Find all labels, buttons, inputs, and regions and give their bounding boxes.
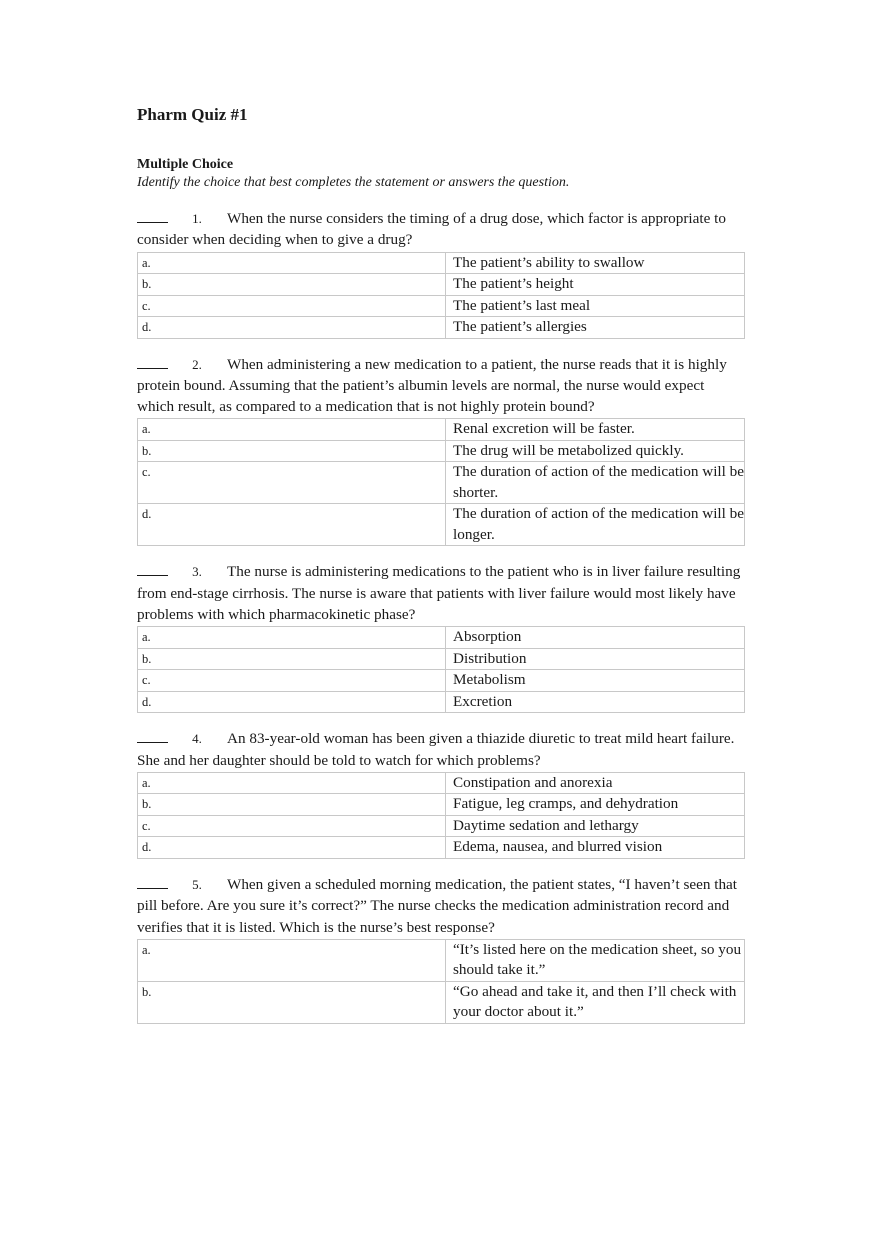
answer-blank[interactable] — [137, 561, 168, 576]
choice-text: Renal excretion will be faster. — [446, 419, 745, 441]
choice-row — [138, 252, 745, 274]
question-text: When given a scheduled morning medication, the patient states, “I haven’t seen that pill before. Are you sure it’s correct?” The nurse checks the medication administration record and verifies that it is listed. Which is the nurse’s best response? — [137, 875, 738, 936]
choice-row — [138, 939, 745, 981]
choice-text: The patient’s ability to swallow — [446, 252, 745, 274]
question-number: 3. — [192, 564, 202, 580]
question-3 — [137, 561, 745, 713]
choice-row — [138, 295, 745, 317]
answer-blank[interactable] — [137, 728, 168, 743]
choice-text: Constipation and anorexia — [446, 772, 745, 794]
choice-letter: b. — [138, 274, 446, 296]
page-title: Pharm Quiz #1 — [137, 105, 248, 124]
choice-text: Metabolism — [446, 670, 745, 692]
section-heading: Multiple Choice — [137, 157, 234, 172]
choice-letter: a. — [138, 252, 446, 274]
choice-row — [138, 837, 745, 859]
answer-blank[interactable] — [137, 354, 168, 369]
choice-letter: d. — [138, 317, 446, 339]
choice-row — [138, 981, 745, 1023]
choice-text: Fatigue, leg cramps, and dehydration — [446, 794, 745, 816]
choice-letter: d. — [138, 691, 446, 713]
choice-row — [138, 462, 745, 504]
choice-row — [138, 274, 745, 296]
choice-text: The patient’s allergies — [446, 317, 745, 339]
choice-letter: a. — [138, 419, 446, 441]
question-5 — [137, 874, 745, 1024]
choices-table — [137, 252, 745, 339]
question-list — [137, 208, 745, 1024]
choices-table — [137, 772, 745, 859]
choice-letter: a. — [138, 772, 446, 794]
question-number: 5. — [192, 876, 202, 892]
choice-text: “It’s listed here on the medication sheet, so you should take it.” — [446, 939, 745, 981]
choice-text: The drug will be metabolized quickly. — [446, 440, 745, 462]
choice-row — [138, 670, 745, 692]
section-header — [137, 156, 745, 192]
choices-table — [137, 418, 745, 546]
choice-row — [138, 419, 745, 441]
question-stem — [137, 208, 745, 251]
quiz-page — [137, 104, 745, 1024]
choice-letter: d. — [138, 504, 446, 546]
choice-letter: b. — [138, 981, 446, 1023]
choices-table — [137, 939, 745, 1024]
question-4 — [137, 728, 745, 859]
choice-row — [138, 691, 745, 713]
answer-blank[interactable] — [137, 874, 168, 889]
choices-table — [137, 626, 745, 713]
choice-letter: a. — [138, 939, 446, 981]
choice-row — [138, 627, 745, 649]
choice-letter: b. — [138, 794, 446, 816]
choice-row — [138, 440, 745, 462]
choice-text: The patient’s last meal — [446, 295, 745, 317]
choice-text: The patient’s height — [446, 274, 745, 296]
question-stem — [137, 728, 745, 771]
choice-text: The duration of action of the medication will be longer. — [446, 504, 745, 546]
choice-letter: c. — [138, 462, 446, 504]
section-instructions: Identify the choice that best completes the statement or answers the question. — [137, 175, 570, 190]
choice-row — [138, 648, 745, 670]
choice-row — [138, 504, 745, 546]
question-text: The nurse is administering medications to the patient who is in liver failure resulting from end-stage cirrhosis. The nurse is aware that patients with liver failure would most likely have problems with which pharmacokinetic phase? — [137, 563, 741, 624]
question-number: 1. — [192, 211, 202, 226]
choice-text: Excretion — [446, 691, 745, 713]
choice-row — [138, 317, 745, 339]
question-stem — [137, 561, 745, 625]
question-text: When administering a new medication to a patient, the nurse reads that it is highly protein bound. Assuming that the patient’s albumin levels are normal, the nurse would expect which result, as compared to a medication that is not highly protein bound? — [137, 355, 727, 416]
choice-letter: b. — [138, 648, 446, 670]
choice-text: The duration of action of the medication will be shorter. — [446, 462, 745, 504]
choice-text: Absorption — [446, 627, 745, 649]
question-number: 2. — [192, 356, 202, 372]
choice-text: Distribution — [446, 648, 745, 670]
question-number: 4. — [192, 731, 202, 747]
question-text: An 83-year-old woman has been given a thiazide diuretic to treat mild heart failure. She and her daughter should be told to watch for which problems? — [137, 730, 735, 769]
question-text: When the nurse considers the timing of a drug dose, which factor is appropriate to consider when deciding when to give a drug? — [137, 210, 726, 249]
choice-letter: c. — [138, 670, 446, 692]
choice-row — [138, 794, 745, 816]
choice-text: “Go ahead and take it, and then I’ll check with your doctor about it.” — [446, 981, 745, 1023]
answer-blank[interactable] — [137, 208, 168, 223]
choice-text: Daytime sedation and lethargy — [446, 815, 745, 837]
choice-letter: b. — [138, 440, 446, 462]
choice-row — [138, 815, 745, 837]
choice-letter: a. — [138, 627, 446, 649]
choice-text: Edema, nausea, and blurred vision — [446, 837, 745, 859]
choice-letter: c. — [138, 295, 446, 317]
choice-row — [138, 772, 745, 794]
question-stem — [137, 874, 745, 938]
question-2 — [137, 354, 745, 547]
question-1 — [137, 208, 745, 339]
choice-letter: d. — [138, 837, 446, 859]
choice-letter: c. — [138, 815, 446, 837]
question-stem — [137, 354, 745, 418]
